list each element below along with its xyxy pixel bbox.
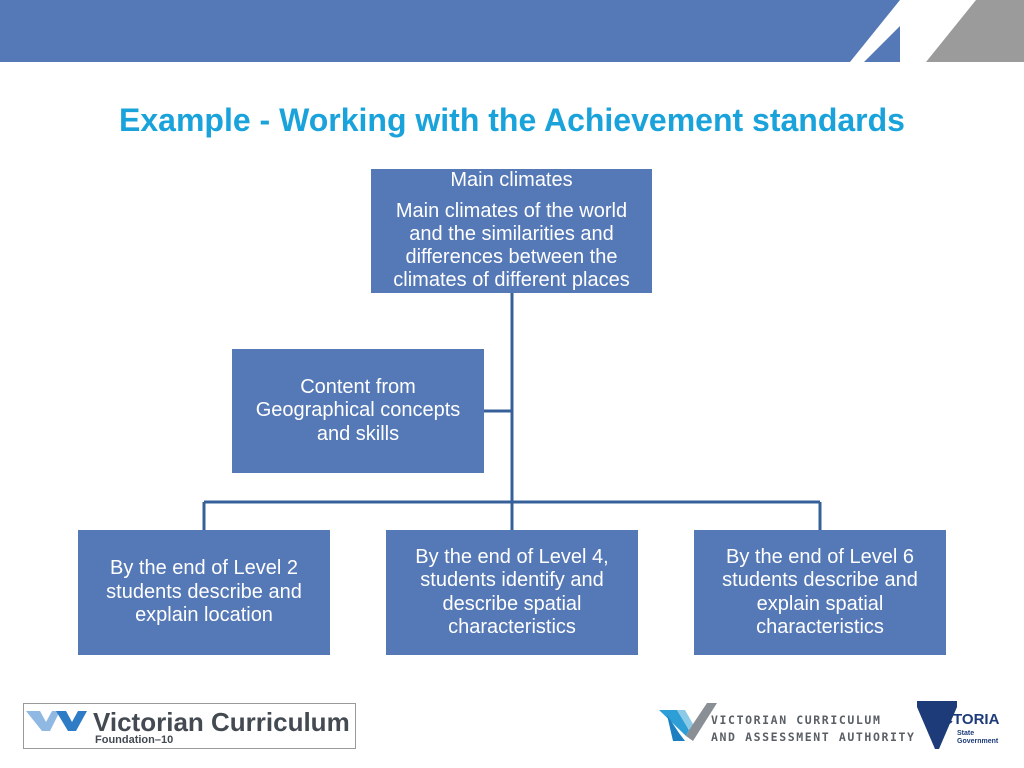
- node-level-2-line: By the end of Level 2: [110, 557, 298, 580]
- node-level-4: [386, 530, 638, 655]
- node-level-4-line: By the end of Level 4,: [415, 545, 609, 568]
- node-level-6-line: explain spatial: [756, 592, 884, 615]
- node-content-line: Geographical concepts: [255, 399, 461, 422]
- vic-logo-state-line: State: [957, 730, 975, 737]
- node-main-climates-line: and the similarities and: [409, 223, 614, 245]
- victoria-state-government-logo: [917, 701, 1007, 751]
- node-content-line: Content from: [300, 375, 416, 398]
- node-level-2: [78, 530, 330, 655]
- node-main-climates-line: climates of different places: [393, 269, 630, 291]
- vic-logo-word: VICTORIA: [928, 711, 1000, 728]
- header-band-fill: [0, 0, 900, 62]
- vcaa-logo: [659, 703, 916, 747]
- victorian-curriculum-logo: [23, 703, 356, 749]
- node-main-climates-heading: Main climates: [450, 169, 573, 191]
- node-main-climates-line: Main climates of the world: [395, 200, 628, 222]
- node-level-4-line: students identify and: [420, 569, 604, 591]
- vc-logo-sub: Foundation–10: [95, 734, 174, 746]
- page-title: Example - Working with the Achievement standards: [119, 102, 905, 138]
- node-level-2-line: students describe and: [106, 580, 302, 603]
- vic-logo-government-line: Government: [957, 738, 999, 745]
- node-level-6-line: characteristics: [756, 616, 884, 638]
- node-level-2-line: explain location: [135, 604, 273, 627]
- node-level-4-line: describe spatial: [442, 592, 582, 615]
- vcaa-logo-line2: AND ASSESSMENT AUTHORITY: [711, 730, 916, 744]
- node-content-concepts: [232, 349, 484, 473]
- node-level-6-line: students describe and: [722, 569, 918, 591]
- node-level-4-line: characteristics: [448, 616, 576, 638]
- node-level-6: [694, 530, 946, 655]
- vcaa-logo-line1: VICTORIAN CURRICULUM: [711, 713, 882, 727]
- node-level-6-line: By the end of Level 6: [726, 545, 914, 568]
- node-content-line: and skills: [316, 422, 400, 445]
- header-corner-gray: [926, 0, 1024, 62]
- node-main-climates-line: differences between the: [405, 246, 618, 268]
- vc-mark-icon: [26, 710, 88, 732]
- node-main-climates: [371, 169, 652, 293]
- header-band: [0, 0, 1024, 62]
- vic-logo-state: [957, 730, 998, 746]
- vc-logo-name: Victorian Curriculum: [93, 707, 350, 737]
